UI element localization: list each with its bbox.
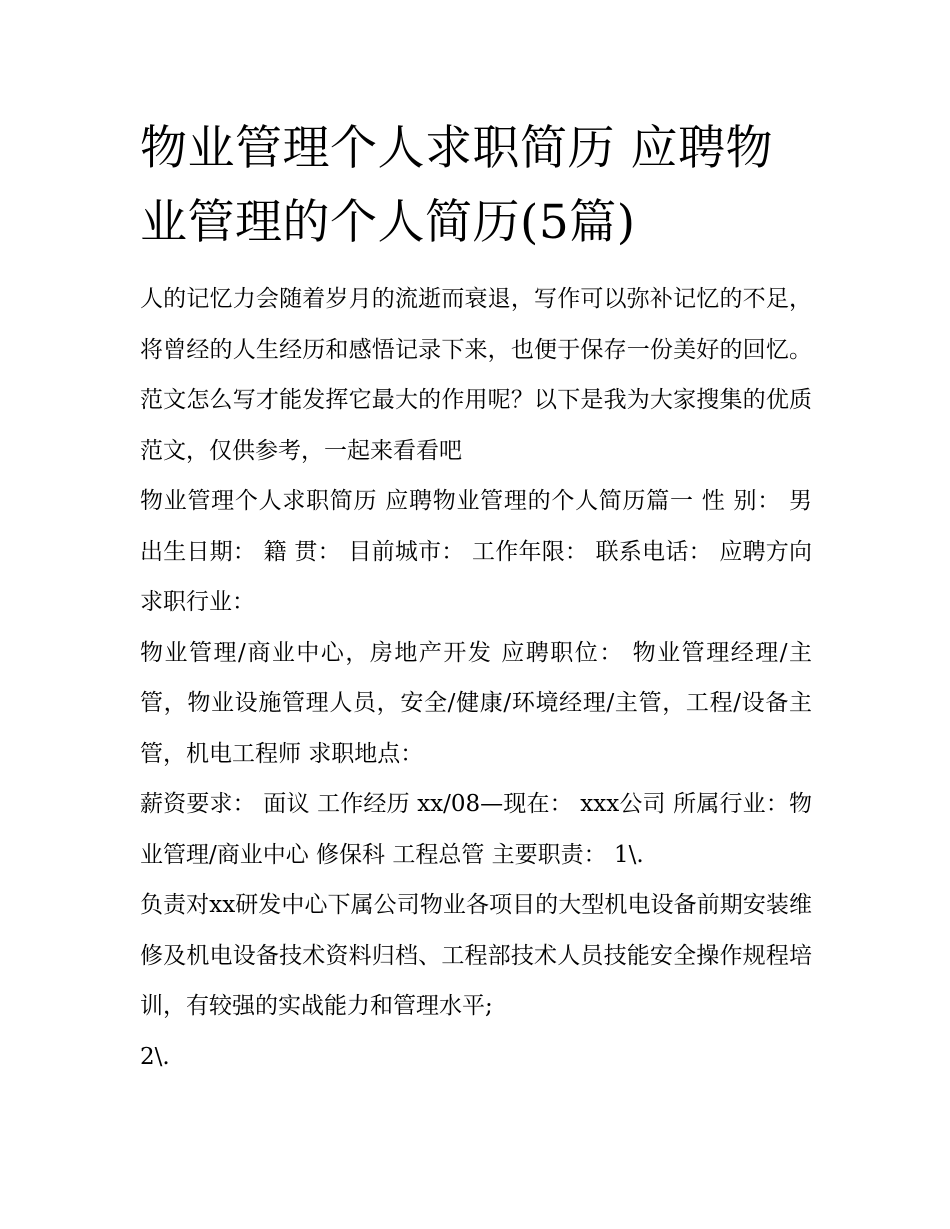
responsibility-2: 2\. xyxy=(140,1043,170,1070)
title-block xyxy=(140,112,812,260)
work-experience: 薪资要求： 面议 工作经历 xx/08—现在： xxx公司 所属行业：物业管理/商业中心 修保科 工程总管 主要职责： 1\. xyxy=(140,791,812,868)
document-title: 物业管理个人求职简历 应聘物业管理的个人简历(5篇) xyxy=(140,121,773,250)
responsibility-1: 负责对xx研发中心下属公司物业各项目的大型机电设备前期安装维修及机电设备技术资料归档、工程部技术人员技能安全操作规程培训，有较强的实战能力和管理水平; xyxy=(140,892,812,1019)
document-page xyxy=(140,112,812,1082)
resume-basic-info: 物业管理个人求职简历 应聘物业管理的个人简历篇一 性 别： 男 出生日期： 籍 贯： 目前城市： 工作年限： 联系电话： 应聘方向 求职行业： xyxy=(140,488,812,615)
intro-paragraph: 人的记忆力会随着岁月的流逝而衰退，写作可以弥补记忆的不足，将曾经的人生经历和感悟记录下来，也便于保存一份美好的回忆。范文怎么写才能发挥它最大的作用呢？以下是我为大家搜集的优质范文，仅供参考，一起来看看吧 xyxy=(140,286,812,464)
job-intention: 物业管理/商业中心，房地产开发 应聘职位： 物业管理经理/主管，物业设施管理人员，安全/健康/环境经理/主管，工程/设备主管，机电工程师 求职地点： xyxy=(140,639,812,767)
